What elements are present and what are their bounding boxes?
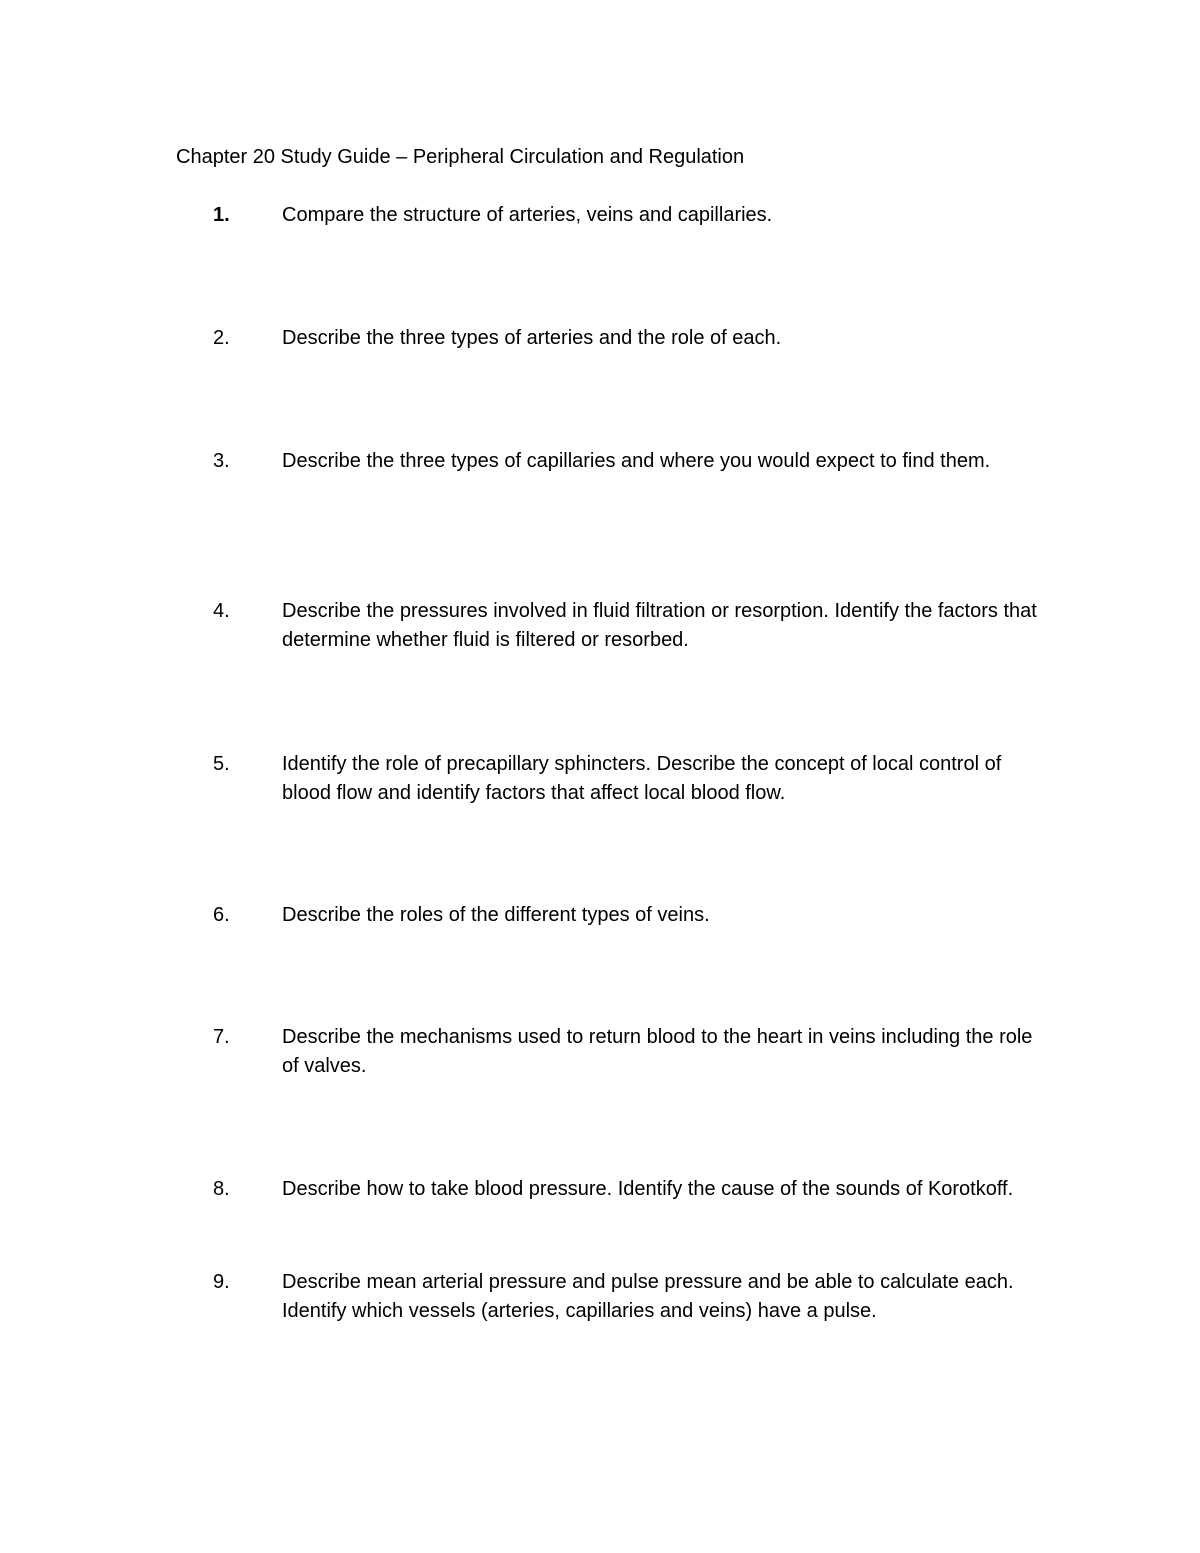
question-text: Compare the structure of arteries, veins and capillaries. <box>282 204 773 226</box>
question-number: 1. <box>213 204 230 226</box>
question-number: 9. <box>213 1271 230 1293</box>
question-text: Describe how to take blood pressure. Identify the cause of the sounds of Korotkoff. <box>282 1178 1014 1200</box>
question-number: 2. <box>213 327 230 349</box>
question-text: Describe the mechanisms used to return blood to the heart in veins including the role of valves. <box>282 1026 1033 1077</box>
question-text: Describe the roles of the different types of veins. <box>282 904 710 926</box>
question-number: 7. <box>213 1026 230 1048</box>
question-text: Describe the pressures involved in fluid filtration or resorption. Identify the factors that determine whether fluid is filtered or resorbed. <box>282 600 1037 651</box>
question-number: 4. <box>213 600 230 622</box>
page-title: Chapter 20 Study Guide – Peripheral Circulation and Regulation <box>176 146 745 168</box>
question-number: 3. <box>213 450 230 472</box>
question-number: 5. <box>213 753 230 775</box>
question-text: Describe the three types of capillaries and where you would expect to find them. <box>282 450 991 472</box>
question-text: Identify the role of precapillary sphincters. Describe the concept of local control of blood flow and identify factors that affect local blood flow. <box>282 753 1002 804</box>
question-number: 6. <box>213 904 230 926</box>
question-text: Describe mean arterial pressure and pulse pressure and be able to calculate each. Identify which vessels (arteries, capillaries and veins) have a pulse. <box>282 1271 1014 1322</box>
question-text: Describe the three types of arteries and the role of each. <box>282 327 782 349</box>
question-number: 8. <box>213 1178 230 1200</box>
